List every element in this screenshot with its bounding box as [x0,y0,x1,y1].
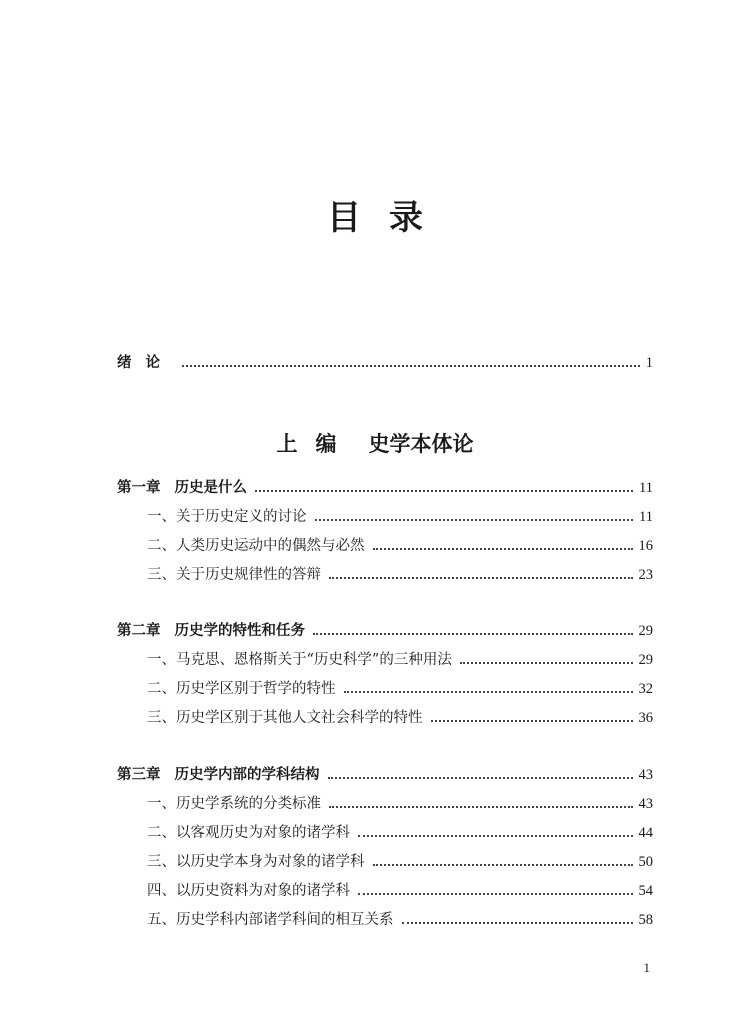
toc-section [147,535,653,557]
toc-section [147,880,653,902]
part-title: 史学本体论 [368,432,474,456]
section-page: 16 [638,538,653,554]
dot-leader [329,805,633,808]
dot-leader [373,547,633,550]
toc-section [147,707,653,729]
chapter-title: 历史学的特性和任务 [174,623,305,639]
section-page: 32 [638,681,653,697]
chapter-number: 第三章 [117,767,161,783]
section-page: 50 [638,854,653,870]
chapter-page: 43 [638,767,653,783]
dot-leader [182,364,640,367]
section-page: 44 [638,825,653,841]
dot-leader [358,892,633,895]
chapter-title: 历史是什么 [174,480,247,496]
toc-section [147,678,653,700]
section-page: 23 [638,567,653,583]
toc-section [147,909,653,931]
section-label: 一、历史学系统的分类标准 [147,796,321,812]
section-page: 29 [638,652,653,668]
chapter-number: 第一章 [117,480,161,496]
chapter-title: 历史学内部的学科结构 [174,767,320,783]
chapter-label [117,620,305,642]
dot-leader [373,863,633,866]
section-label: 三、以历史学本身为对象的诸学科 [147,854,365,870]
section-label: 二、历史学区别于哲学的特性 [147,681,336,697]
chapter-number: 第二章 [117,623,161,639]
section-page: 54 [638,883,653,899]
dot-leader [460,661,633,664]
section-label: 二、以客观历史为对象的诸学科 [147,825,350,841]
toc-section [147,851,653,873]
dot-leader [431,719,633,722]
section-label: 一、马克思、恩格斯关于“历史科学”的三种用法 [147,652,452,668]
chapter-page: 11 [639,480,653,496]
dot-leader [315,518,634,521]
section-label: 二、人类历史运动中的偶然与必然 [147,538,365,554]
toc-chapter-2 [117,620,653,642]
chapter-label [117,764,320,786]
dot-leader [402,921,633,924]
toc-chapter-1 [117,477,653,499]
section-page: 58 [638,912,653,928]
dot-leader [329,576,633,579]
section-page: 36 [638,710,653,726]
toc-intro-entry [117,352,653,374]
toc-chapter-3 [117,764,653,786]
section-label: 三、关于历史规律性的答辩 [147,567,321,583]
toc-section [147,506,653,528]
toc-section [147,564,653,586]
toc-section [147,649,653,671]
dot-leader [328,776,633,779]
page-title: 目录 [327,198,451,238]
section-label: 三、历史学区别于其他人文社会科学的特性 [147,710,423,726]
dot-leader [313,632,633,635]
dot-leader [358,834,633,837]
section-label: 一、关于历史定义的讨论 [147,509,307,525]
section-page: 43 [638,796,653,812]
page-number: 1 [643,960,650,975]
chapter-page: 29 [638,623,653,639]
toc-section [147,793,653,815]
toc-intro-label: 绪论 [117,355,174,371]
part-heading [0,428,750,458]
toc-section [147,822,653,844]
dot-leader [255,489,633,492]
dot-leader [344,690,633,693]
part-number: 上编 [276,432,355,456]
section-page: 11 [639,509,653,525]
section-label: 五、历史学科内部诸学科间的相互关系 [147,912,394,928]
toc-intro-page: 1 [645,355,653,371]
chapter-label [117,477,247,499]
section-label: 四、以历史资料为对象的诸学科 [147,883,350,899]
